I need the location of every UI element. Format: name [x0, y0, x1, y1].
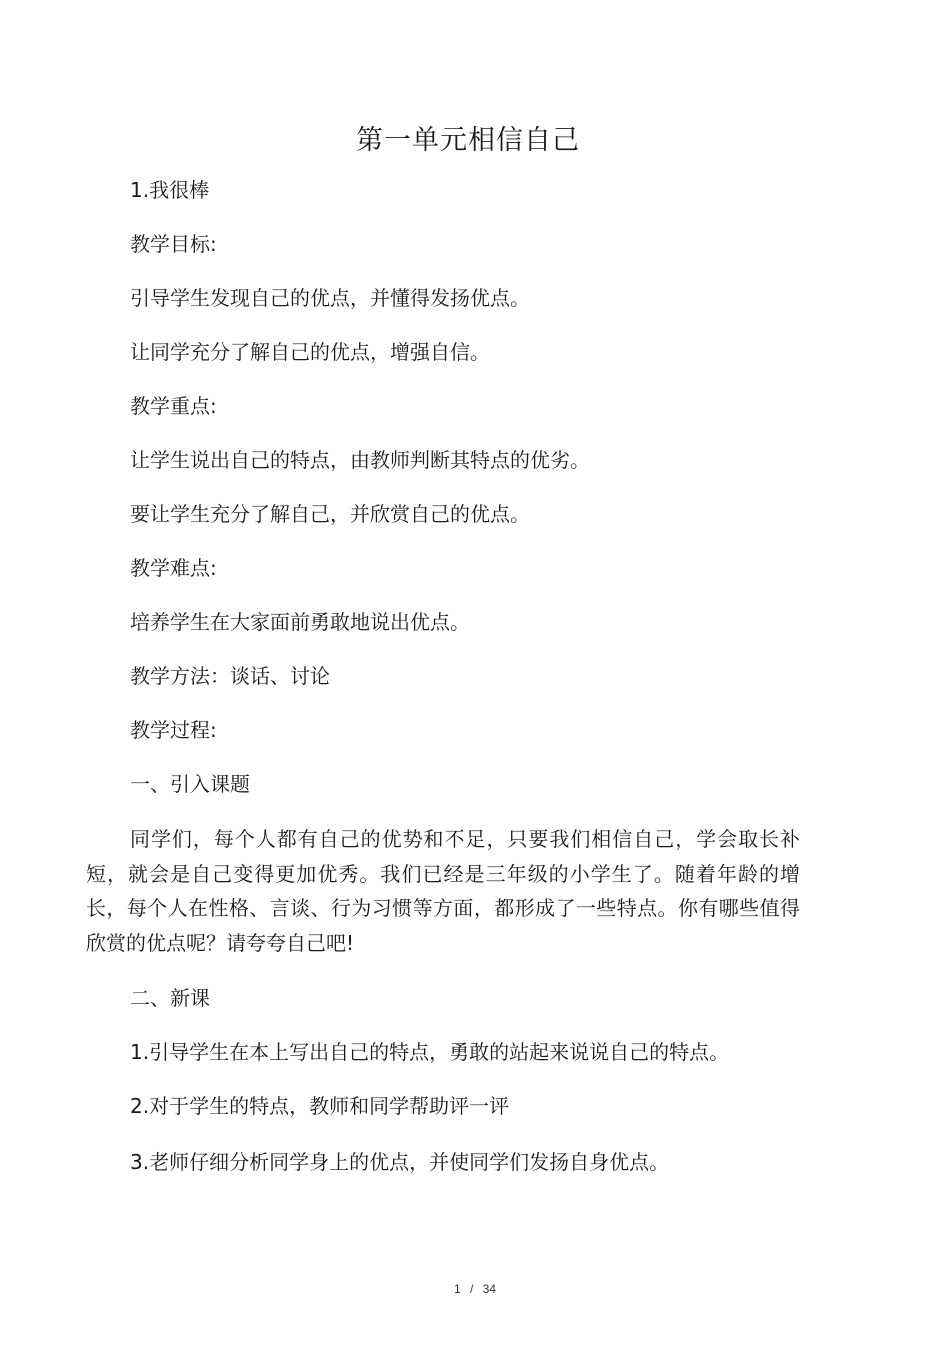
new-lesson-step-1: 1.引导学生在本上写出自己的特点，勇敢的站起来说说自己的特点。	[130, 1040, 730, 1064]
page-separator: /	[469, 1282, 474, 1296]
new-lesson-step-2: 2.对于学生的特点，教师和同学帮助评一评	[130, 1094, 510, 1118]
teaching-method-line: 教学方法：谈话、讨论	[130, 664, 330, 688]
current-page: 1	[453, 1282, 461, 1296]
total-pages: 34	[482, 1282, 497, 1296]
objective-line-2: 让同学充分了解自己的优点，增强自信。	[130, 340, 490, 364]
lesson-heading: 1.我很棒	[130, 178, 210, 202]
introduction-paragraph: 同学们，每个人都有自己的优势和不足，只要我们相信自己，学会取长补短，就会是自己变得更加优秀。我们已经是三年级的小学生了。随着年龄的增长，每个人在性格、言谈、行为习惯等方面，都形成了一些特点。你有哪些值得欣赏的优点呢？请夸夸自己吧!	[86, 827, 800, 955]
subsection-introduction: 一、引入课题	[130, 772, 250, 796]
key-point-line-2: 要让学生充分了解自己，并欣赏自己的优点。	[130, 502, 530, 526]
objective-line-1: 引导学生发现自己的优点，并懂得发扬优点。	[130, 286, 530, 310]
section-label-objectives: 教学目标:	[130, 232, 217, 256]
new-lesson-step-3: 3.老师仔细分析同学身上的优点，并使同学们发扬自身优点。	[130, 1150, 670, 1174]
page-title: 第一单元相信自己	[356, 125, 580, 156]
subsection-new-lesson: 二、新课	[130, 986, 210, 1010]
section-label-process: 教学过程:	[130, 718, 217, 742]
page-number-footer	[0, 1282, 950, 1296]
section-label-key-points: 教学重点:	[130, 394, 217, 418]
difficulty-line: 培养学生在大家面前勇敢地说出优点。	[130, 610, 470, 634]
key-point-line-1: 让学生说出自己的特点，由教师判断其特点的优劣。	[130, 448, 590, 472]
section-label-difficulties: 教学难点:	[130, 556, 217, 580]
